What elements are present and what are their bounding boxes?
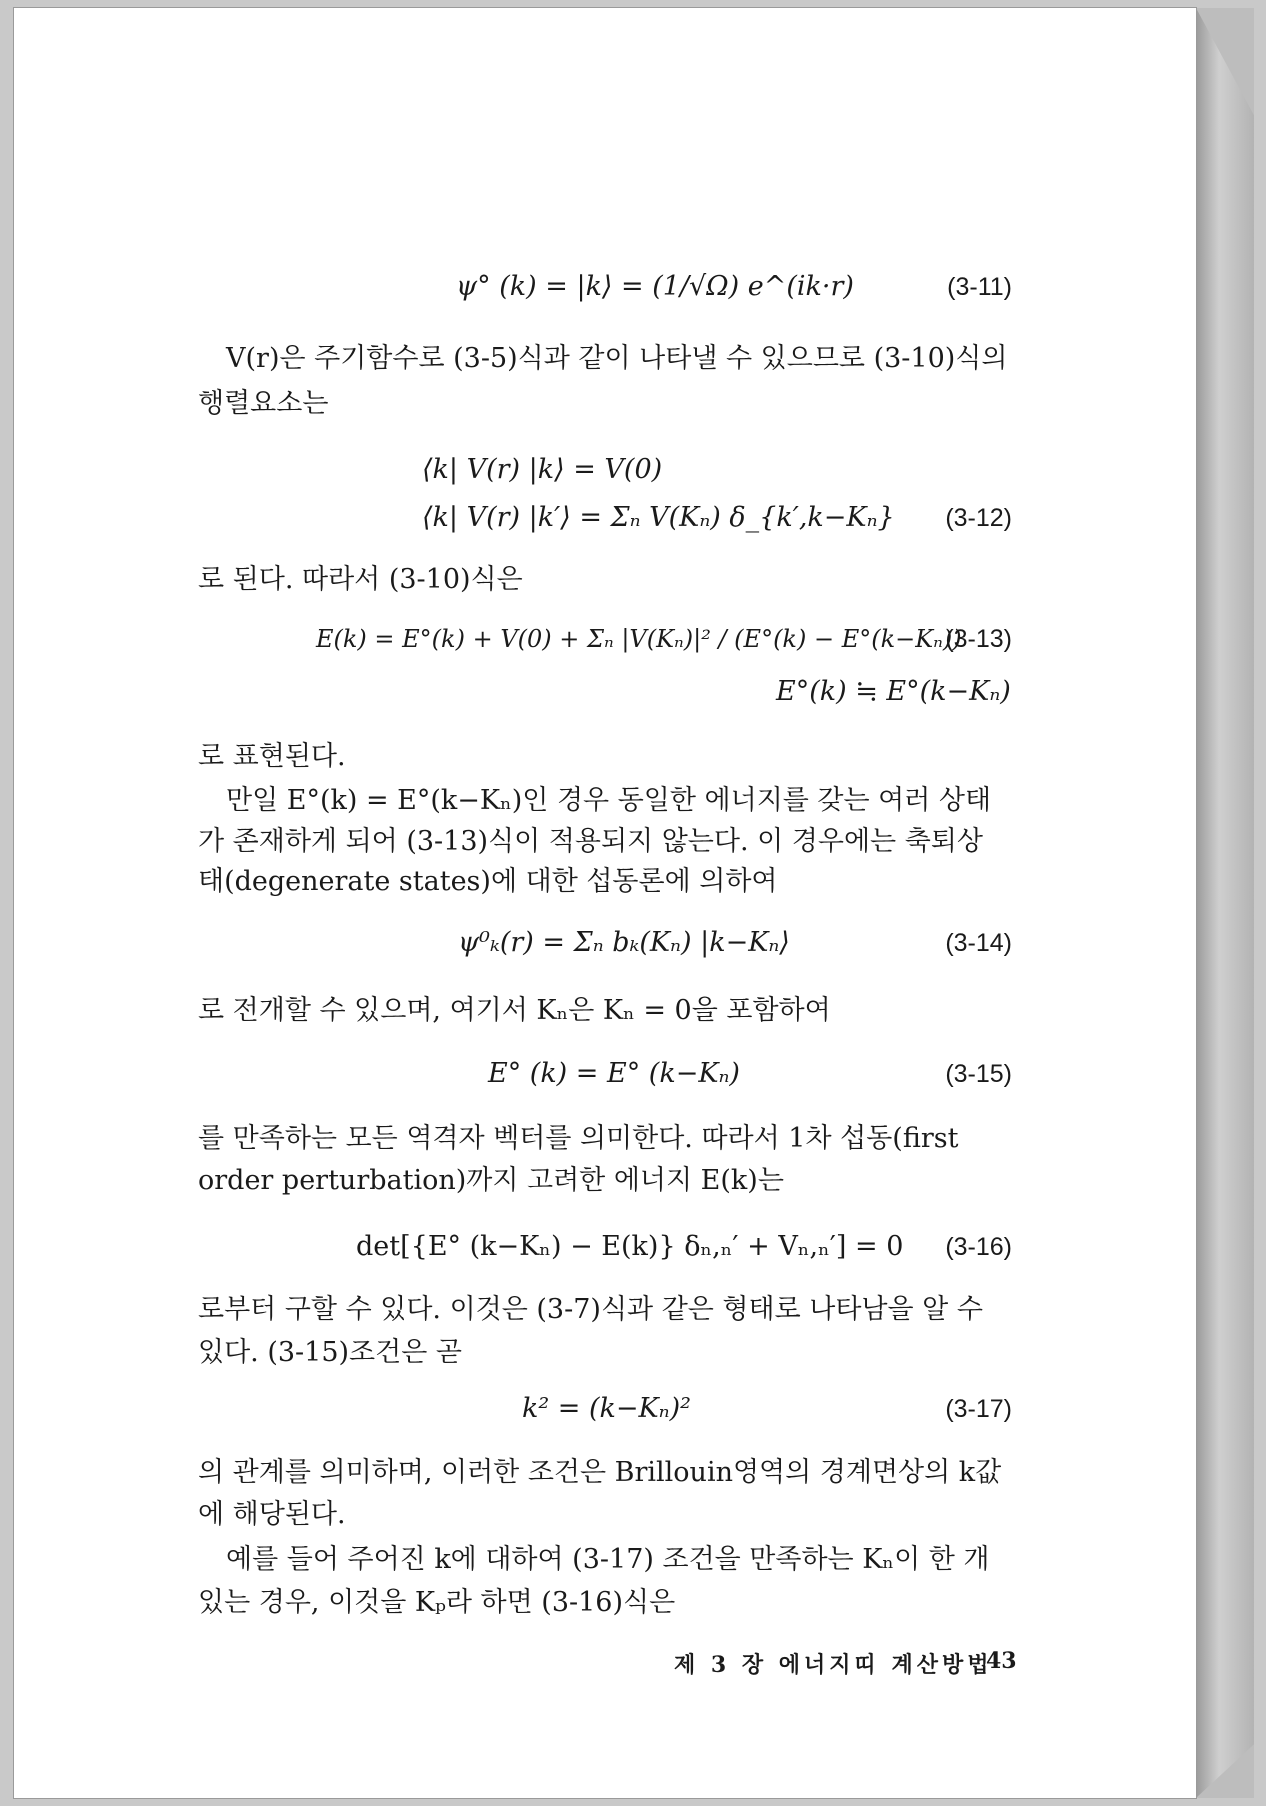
equation-3-16: det[{E° (k−Kₙ) − E(k)} δₙ,ₙ′ + Vₙ,ₙ′] = 0 xyxy=(356,1231,904,1262)
equation-number: (3-17) xyxy=(945,1395,1012,1423)
text-line: 의 관계를 의미하며, 이러한 조건은 Brillouin영역의 경계면상의 k값 xyxy=(198,1457,1002,1488)
equation-3-15: E° (k) = E° (k−Kₙ) xyxy=(488,1058,740,1089)
equation-number: (3-14) xyxy=(945,929,1012,957)
equation-number: (3-15) xyxy=(945,1060,1012,1088)
chapter-footer: 제 3 장 에너지띠 계산방법 xyxy=(674,1652,993,1678)
equation-3-14: ψ⁰ₖ(r) = Σₙ bₖ(Kₙ) |k−Kₙ⟩ xyxy=(458,927,790,958)
text-line: 로부터 구할 수 있다. 이것은 (3-7)식과 같은 형태로 나타남을 알 수 xyxy=(198,1294,983,1325)
text-line: 있는 경우, 이것을 Kₚ라 하면 (3-16)식은 xyxy=(198,1587,676,1618)
text-line: 행렬요소는 xyxy=(198,388,329,419)
equation-3-13: E(k) = E°(k) + V(0) + Σₙ |V(Kₙ)|² / (E°(k) − E°(k−Kₙ)) xyxy=(316,625,962,653)
text-line: order perturbation)까지 고려한 에너지 E(k)는 xyxy=(198,1165,784,1196)
text-line: 에 해당된다. xyxy=(198,1499,346,1530)
page-edge xyxy=(1196,8,1254,1798)
equation-3-11: ψ° (k) = |k⟩ = (1/√Ω) e^(ik·r) xyxy=(456,271,854,302)
text-line: 로 된다. 따라서 (3-10)식은 xyxy=(198,564,523,595)
text-line: 있다. (3-15)조건은 곧 xyxy=(198,1337,462,1368)
equation-3-17: k² = (k−Kₙ)² xyxy=(522,1393,691,1424)
page-number: 43 xyxy=(986,1648,1017,1674)
equation-3-12: ⟨k| V(r) |k′⟩ = Σₙ V(Kₙ) δ_{k′,k−Kₙ} xyxy=(422,502,895,533)
text-line: 예를 들어 주어진 k에 대하여 (3-17) 조건을 만족하는 Kₙ이 한 개 xyxy=(226,1544,990,1575)
text-line: 가 존재하게 되어 (3-13)식이 적용되지 않는다. 이 경우에는 축퇴상 xyxy=(198,826,983,857)
text-line: 를 만족하는 모든 역격자 벡터를 의미한다. 따라서 1차 섭동(first xyxy=(198,1123,959,1154)
equation-number: (3-16) xyxy=(945,1233,1012,1261)
text-line: 로 표현된다. xyxy=(198,741,346,772)
book-page xyxy=(14,8,1196,1798)
equation-condition: E°(k) ≒ E°(k−Kₙ) xyxy=(776,676,1011,707)
equation-number: (3-11) xyxy=(947,273,1012,301)
text-line: 로 전개할 수 있으며, 여기서 Kₙ은 Kₙ = 0을 포함하여 xyxy=(198,995,831,1026)
equation-number: (3-13) xyxy=(945,625,1012,653)
text-line: 만일 E°(k) = E°(k−Kₙ)인 경우 동일한 에너지를 갖는 여러 상태 xyxy=(226,785,992,816)
text-line: 태(degenerate states)에 대한 섭동론에 의하여 xyxy=(198,866,778,897)
equation-number: (3-12) xyxy=(945,504,1012,532)
equation: ⟨k| V(r) |k⟩ = V(0) xyxy=(422,454,663,485)
text-line: V(r)은 주기함수로 (3-5)식과 같이 나타낼 수 있으므로 (3-10)식의 xyxy=(226,343,1008,374)
